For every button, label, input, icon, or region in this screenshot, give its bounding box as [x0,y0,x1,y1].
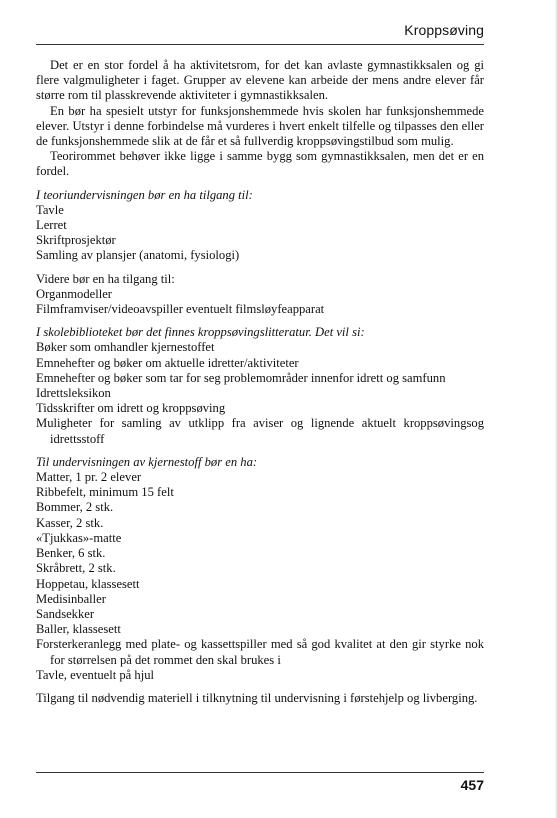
list-item: Benker, 6 stk. [36,546,106,561]
footer-rule [36,772,484,773]
list-item: Matter, 1 pr. 2 elever [36,470,142,485]
list-item: Emnehefter og bøker om aktuelle idretter/aktiviteter [36,355,299,370]
section-heading: I teoriundervisningen bør en ha tilgang til: [36,187,253,202]
list-item: Kasser, 2 stk. [36,515,104,530]
list-item: Skråbrett, 2 stk. [36,561,116,576]
library-section [36,325,484,447]
list-item: Forsterkeranlegg med plate- og kassettspiller med så god kvalitet at den gir styrke nok for størrelsen på det rommet den skal brukes i [36,637,484,667]
list-item: Hoppetau, klassesett [36,576,140,591]
list-item: Emnehefter og bøker som tar for seg problemområder innenfor idrett og samfunn [36,370,446,385]
running-header: Kroppsøving [404,22,484,38]
list-item: Baller, klassesett [36,622,121,637]
list-item: Muligheter for samling av utklipp fra aviser og lignende aktuelt kroppsøvingsog idrettsstoff [36,416,484,446]
section-heading: Videre bør en ha tilgang til: [36,271,175,286]
list-item: Skriftprosjektør [36,233,116,248]
list-item: Ribbefelt, minimum 15 felt [36,485,174,500]
list-item: Tavle [36,202,64,217]
list-item: Organmodeller [36,286,113,301]
list-item: Bøker som omhandler kjernestoffet [36,340,215,355]
paragraph: Teorirommet behøver ikke ligge i samme bygg som gymnastikksalen, men det er en fordel. [36,149,484,179]
list-item: Filmframviser/videoavspiller eventuelt filmsløyfeapparat [36,302,325,317]
list-item: Lerret [36,218,67,233]
equipment-section-theory [36,188,484,264]
page-body [36,58,484,706]
paragraph: En bør ha spesielt utstyr for funksjonshemmede hvis skolen har funksjonshemmede elever. Utstyr i denne forbindelse må vurderes i hvert enkelt tilfelle og tilpasses den eller de funksjonshemmede slik at de får et så fullverdig kroppsøvingstilbud som mulig. [36,103,484,149]
list-item: Tidsskrifter om idrett og kroppsøving [36,401,226,416]
list-item: Idrettsleksikon [36,386,111,401]
core-equipment-section [36,455,484,683]
list-item: Bommer, 2 stk. [36,500,114,515]
list-item: Samling av plansjer (anatomi, fysiologi) [36,248,240,263]
closing-section [36,691,484,706]
paragraph: Tilgang til nødvendig materiell i tilknytning til undervisning i førstehjelp og livberging. [36,690,478,705]
paragraph: Det er en stor fordel å ha aktivitetsrom, for det kan avlaste gymnastikksalen og gi flere valgmuligheter i faget. Grupper av elevene kan arbeide der mens andre elever får større rom til plasskrevende aktiviteter i gymnastikksalen. [36,58,484,103]
equipment-section-further [36,272,484,318]
page-number: 457 [460,777,484,793]
list-item: Tavle, eventuelt på hjul [36,667,155,682]
list-item: «Tjukkas»-matte [36,530,122,545]
section-heading: Til undervisningen av kjernestoff bør en ha: [36,454,258,469]
list-item: Medisinballer [36,591,106,606]
header-rule [36,44,484,45]
list-item: Sandsekker [36,606,95,621]
section-heading: I skolebiblioteket bør det finnes kroppsøvingslitteratur. Det vil si: [36,325,365,340]
